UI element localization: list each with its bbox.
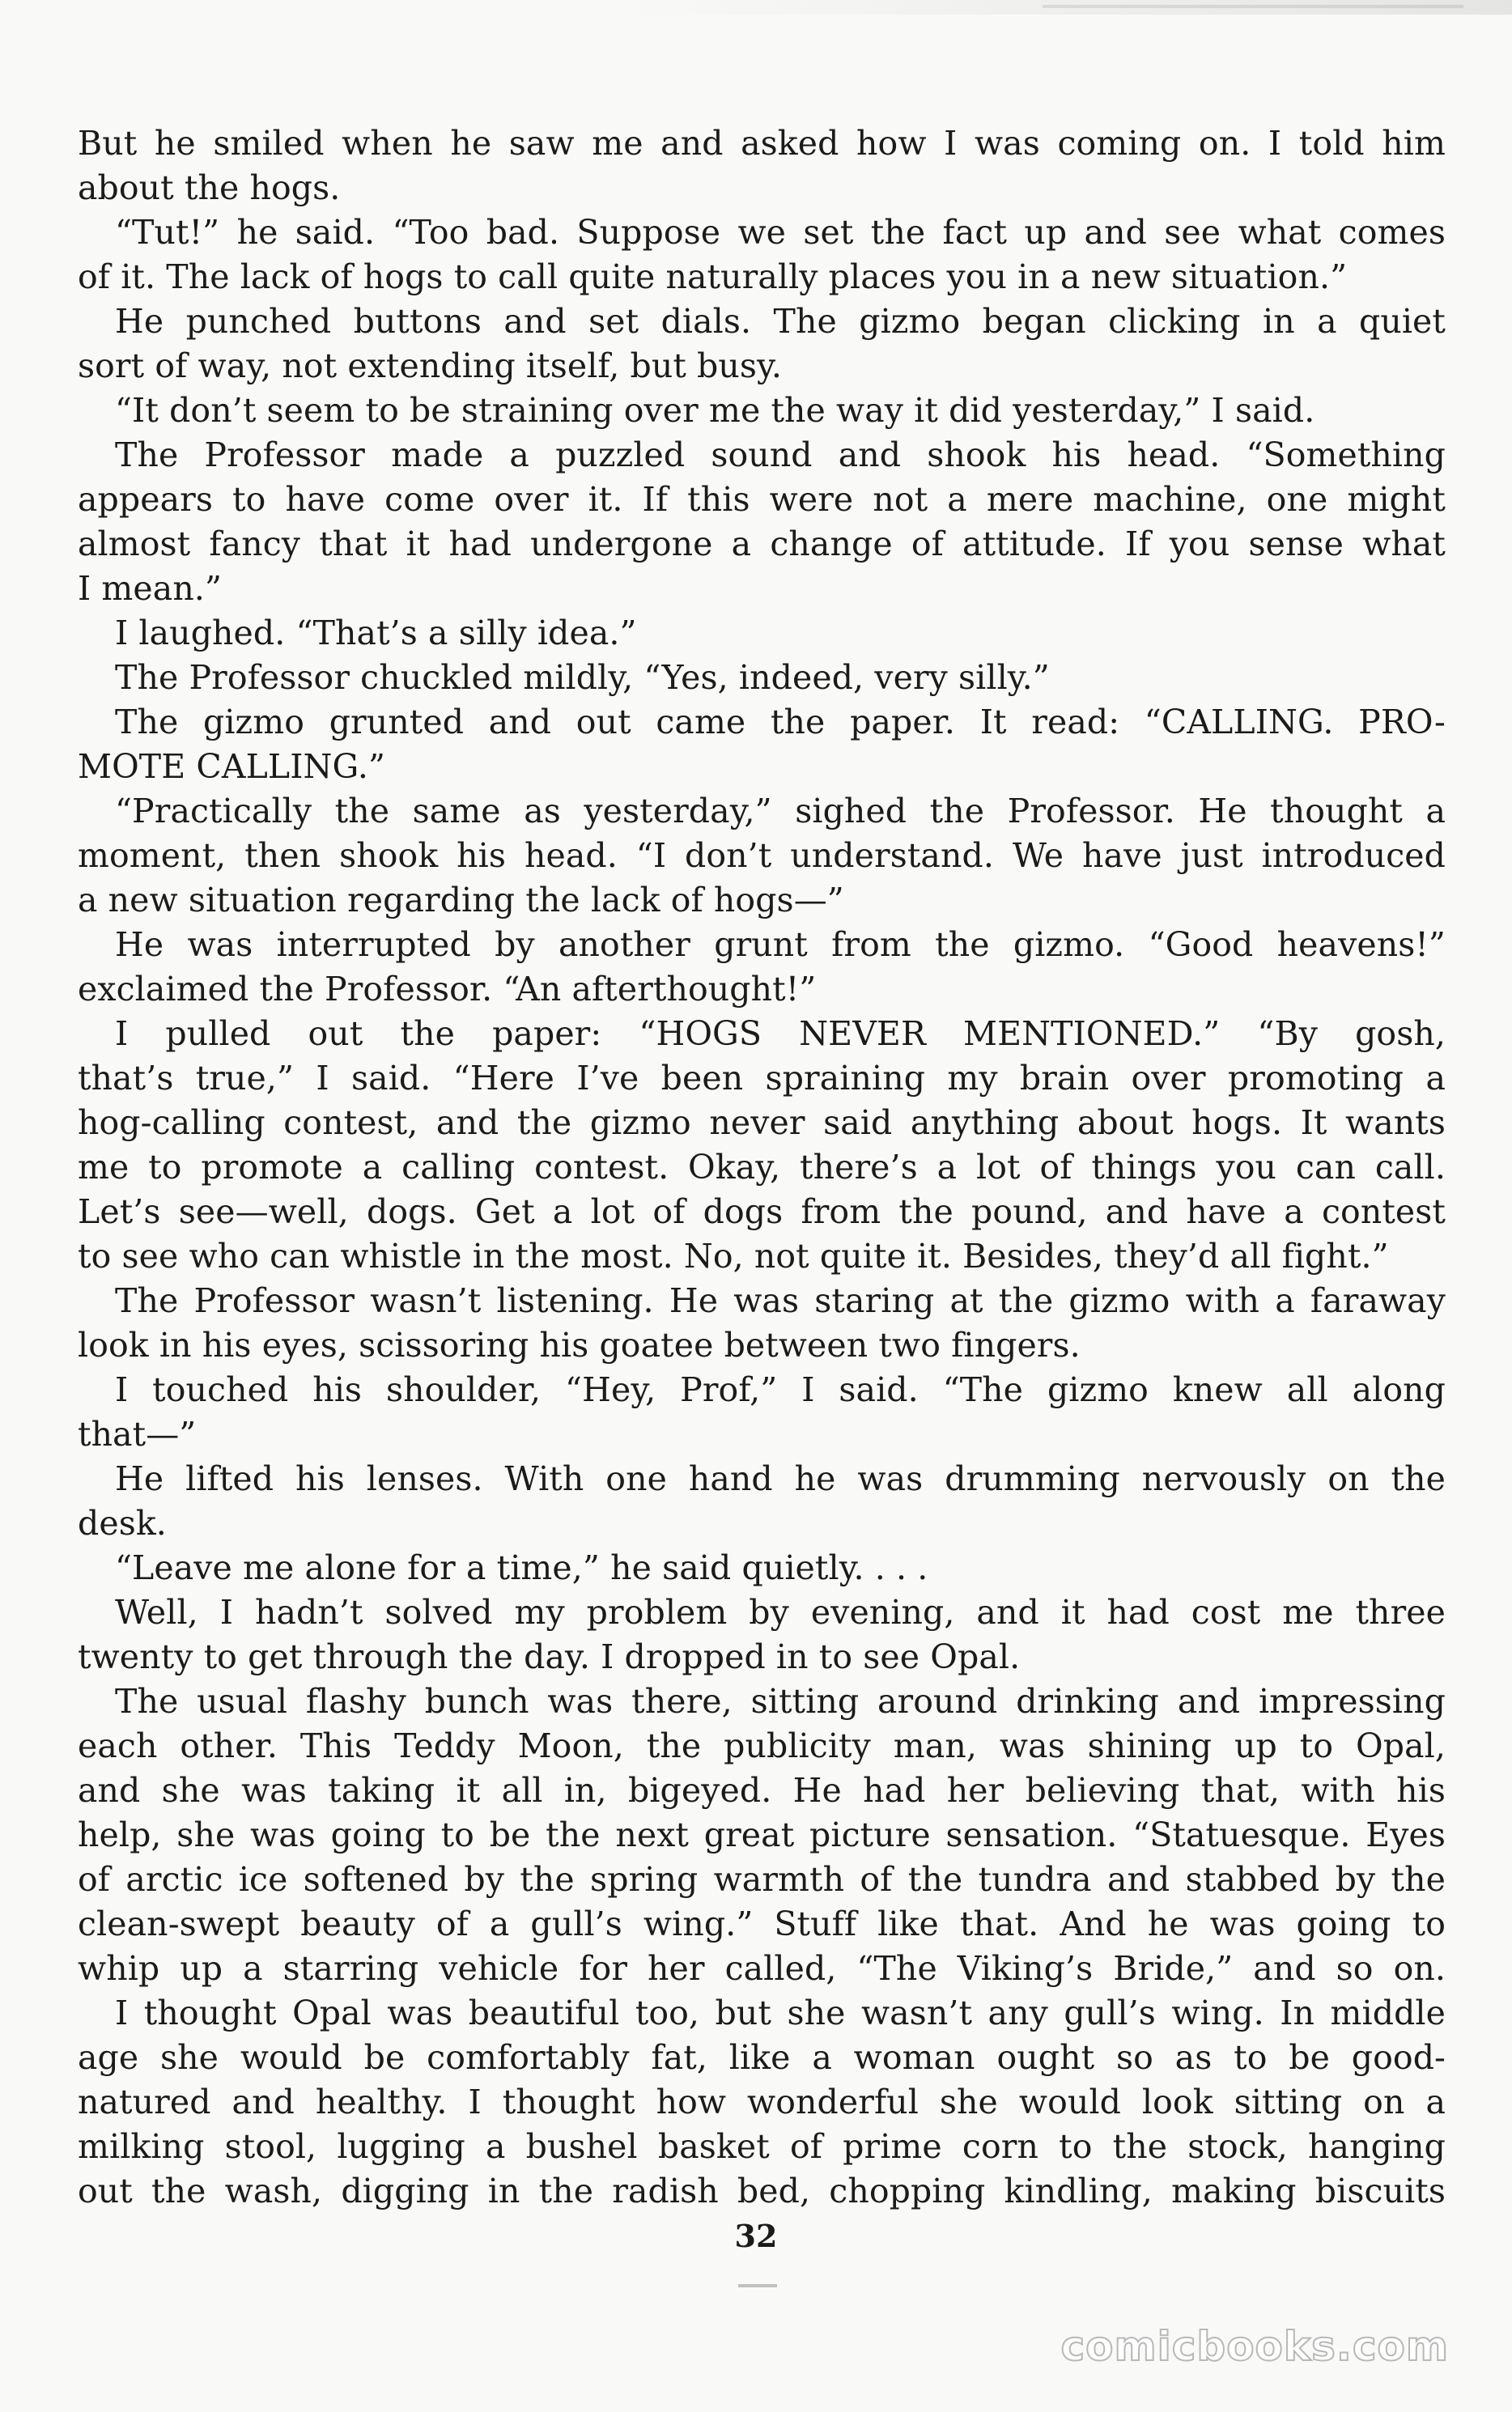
story-text	[78, 121, 1446, 2214]
watermark: comicbooks.com	[1060, 2323, 1449, 2370]
top-edge-scan-mark	[1043, 5, 1463, 8]
page-number: 32	[734, 2218, 778, 2254]
text-line: moment, then shook his head. “I don’t understand. We have just introduced	[78, 836, 1446, 875]
text-line: exclaimed the Professor. “An afterthought!”	[78, 970, 817, 1009]
text-line: “Leave me alone for a time,” he said quietly. . . .	[115, 1548, 928, 1587]
text-line: that’s true,” I said. “Here I’ve been spraining my brain over promoting a	[78, 1059, 1446, 1098]
text-line: help, she was going to be the next great picture sensation. “Statuesque. Eyes	[78, 1815, 1446, 1854]
text-line: that—”	[78, 1415, 197, 1454]
text-line: The Professor chuckled mildly, “Yes, indeed, very silly.”	[115, 658, 1050, 697]
text-line: I laughed. “That’s a silly idea.”	[115, 614, 637, 652]
text-line: I pulled out the paper: “HOGS NEVER MENTIONED.” “By gosh,	[115, 1014, 1446, 1053]
text-line: me to promote a calling contest. Okay, there’s a lot of things you can call.	[78, 1148, 1446, 1187]
text-line: “Tut!” he said. “Too bad. Suppose we set the fact up and see what comes	[115, 213, 1446, 252]
text-line: whip up a starring vehicle for her called, “The Viking’s Bride,” and so on.	[78, 1949, 1446, 1988]
text-line: I touched his shoulder, “Hey, Prof,” I said. “The gizmo knew all along	[115, 1370, 1446, 1409]
text-line: milking stool, lugging a bushel basket of prime corn to the stock, hanging	[78, 2127, 1446, 2166]
text-line: a new situation regarding the lack of hogs—”	[78, 881, 844, 919]
text-line: The gizmo grunted and out came the paper. It read: “CALLING. PRO-	[115, 703, 1446, 741]
text-line: to see who can whistle in the most. No, not quite it. Besides, they’d all fight.”	[78, 1237, 1389, 1276]
text-line: of arctic ice softened by the spring warmth of the tundra and stabbed by the	[78, 1860, 1446, 1899]
text-line: He lifted his lenses. With one hand he was drumming nervously on the	[115, 1459, 1446, 1498]
text-line: of it. The lack of hogs to call quite naturally places you in a new situation.”	[78, 257, 1348, 296]
text-line: Well, I hadn’t solved my problem by evening, and it had cost me three	[115, 1593, 1446, 1632]
text-line: The Professor made a puzzled sound and shook his head. “Something	[115, 435, 1446, 474]
text-line: He punched buttons and set dials. The gizmo began clicking in a quiet	[115, 302, 1446, 341]
text-line: Let’s see—well, dogs. Get a lot of dogs from the pound, and have a contest	[78, 1192, 1446, 1231]
text-line: hog-calling contest, and the gizmo never said anything about hogs. It wants	[78, 1103, 1446, 1142]
text-line: I thought Opal was beautiful too, but she wasn’t any gull’s wing. In middle	[115, 1994, 1446, 2032]
text-line: “It don’t seem to be straining over me the way it did yesterday,” I said.	[115, 391, 1315, 430]
text-line: But he smiled when he saw me and asked how I was coming on. I told him	[78, 124, 1446, 163]
text-line: The Professor wasn’t listening. He was staring at the gizmo with a faraway	[115, 1281, 1446, 1320]
text-line: The usual flashy bunch was there, sitting around drinking and impressing	[115, 1682, 1446, 1721]
text-line: He was interrupted by another grunt from the gizmo. “Good heavens!”	[115, 925, 1446, 964]
text-line: natured and healthy. I thought how wonderful she would look sitting on a	[78, 2083, 1446, 2121]
text-line: look in his eyes, scissoring his goatee between two fingers.	[78, 1326, 1081, 1365]
text-line: age she would be comfortably fat, like a woman ought so as to be good-	[78, 2038, 1446, 2077]
text-line: “Practically the same as yesterday,” sighed the Professor. He thought a	[115, 792, 1446, 830]
text-line: out the wash, digging in the radish bed, chopping kindling, making biscuits	[78, 2172, 1446, 2210]
text-line: clean-swept beauty of a gull’s wing.” Stuff like that. And he was going to	[78, 1905, 1446, 1943]
text-line: desk.	[78, 1504, 167, 1543]
text-line: sort of way, not extending itself, but busy.	[78, 346, 783, 385]
text-line: appears to have come over it. If this were not a mere machine, one might	[78, 480, 1446, 519]
text-line: about the hogs.	[78, 168, 341, 207]
text-line: I mean.”	[78, 569, 223, 608]
text-line: MOTE CALLING.”	[78, 747, 386, 786]
page-number-mark	[738, 2284, 777, 2287]
text-line: each other. This Teddy Moon, the publicity man, was shining up to Opal,	[78, 1726, 1446, 1765]
text-line: twenty to get through the day. I dropped in to see Opal.	[78, 1637, 1021, 1676]
text-line: almost fancy that it had undergone a change of attitude. If you sense what	[78, 524, 1446, 563]
text-line: and she was taking it all in, bigeyed. He had her believing that, with his	[78, 1771, 1446, 1810]
